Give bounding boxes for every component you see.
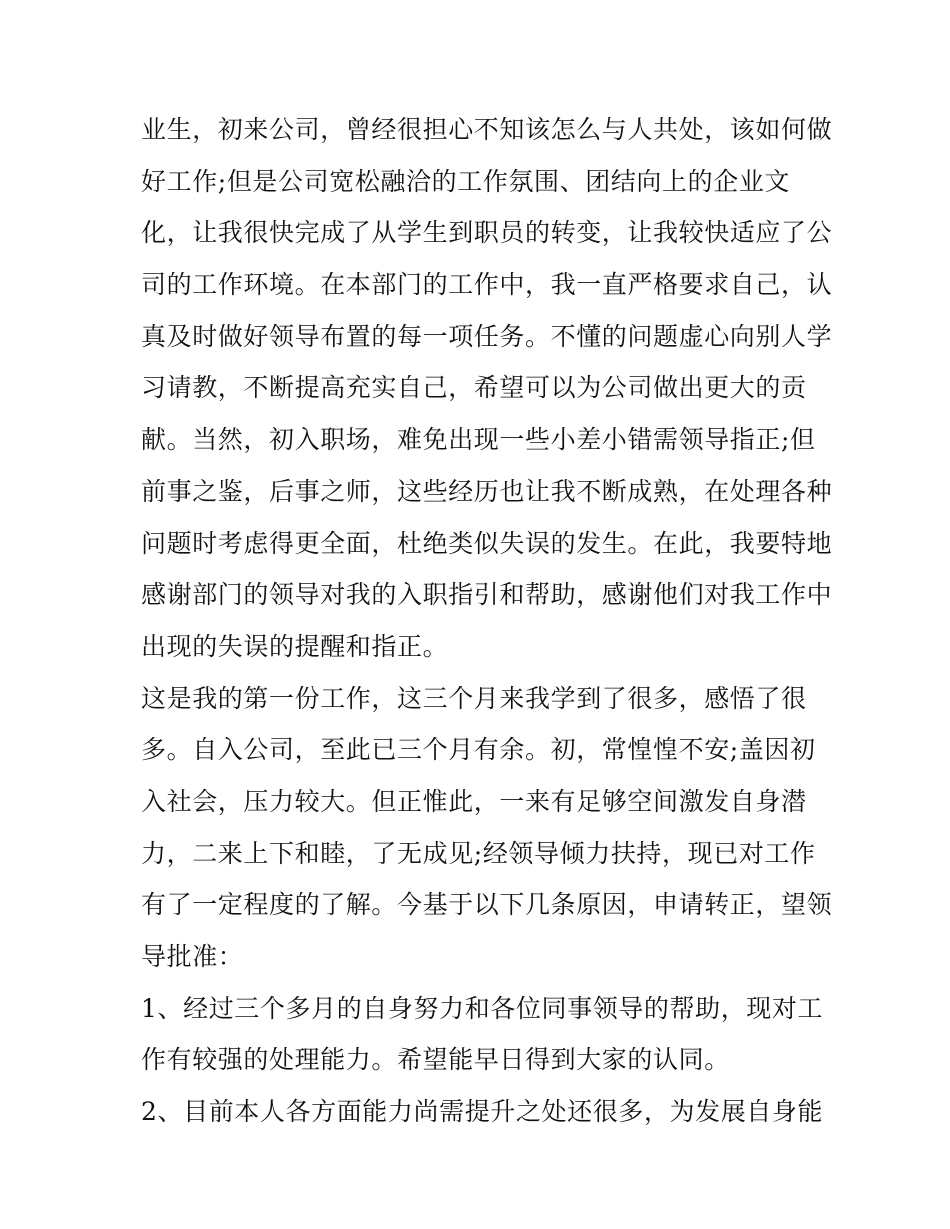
list-item-1: 1、经过三个多月的自身努力和各位同事领导的帮助，现对工	[141, 993, 824, 1023]
text-line: 习请教，不断提高充实自己，希望可以为公司做出更大的贡	[141, 373, 807, 403]
text-line: 感谢部门的领导对我的入职指引和帮助，感谢他们对我工作中	[141, 580, 833, 610]
list-item-2: 2、目前本人各方面能力尚需提升之处还很多，为发展自身能	[141, 1097, 824, 1127]
text-line: 这是我的第一份工作，这三个月来我学到了很多，感悟了很	[141, 683, 807, 713]
text-line: 有了一定程度的了解。今基于以下几条原因，申请转正，望领	[141, 890, 833, 920]
text-line: 作有较强的处理能力。希望能早日得到大家的认同。	[141, 1045, 730, 1075]
text-line: 多。自入公司，至此已三个月有余。初，常惶惶不安;盖因初	[141, 735, 816, 765]
body-text	[141, 104, 833, 1138]
text-line: 问题时考虑得更全面，杜绝类似失误的发生。在此，我要特地	[141, 528, 833, 558]
text-line: 出现的失误的提醒和指正。	[141, 631, 449, 661]
text-line: 力，二来上下和睦，了无成见;经领导倾力扶持，现已对工作	[141, 838, 816, 868]
text-line: 好工作;但是公司宽松融洽的工作氛围、团结向上的企业文	[141, 166, 791, 196]
text-line: 化，让我很快完成了从学生到职员的转变，让我较快适应了公	[141, 218, 833, 248]
text-line: 前事之鉴，后事之师，这些经历也让我不断成熟，在处理各种	[141, 476, 833, 506]
text-line: 真及时做好领导布置的每一项任务。不懂的问题虚心向别人学	[141, 321, 833, 351]
text-line: 导批准：	[141, 942, 244, 971]
text-line: 献。当然，初入职场，难免出现一些小差小错需领导指正;但	[141, 425, 816, 455]
text-line: 司的工作环境。在本部门的工作中，我一直严格要求自己，认	[141, 270, 833, 300]
text-line: 业生，初来公司，曾经很担心不知该怎么与人共处，该如何做	[141, 115, 833, 144]
text-line: 入社会，压力较大。但正惟此，一来有足够空间激发自身潜	[141, 786, 807, 816]
